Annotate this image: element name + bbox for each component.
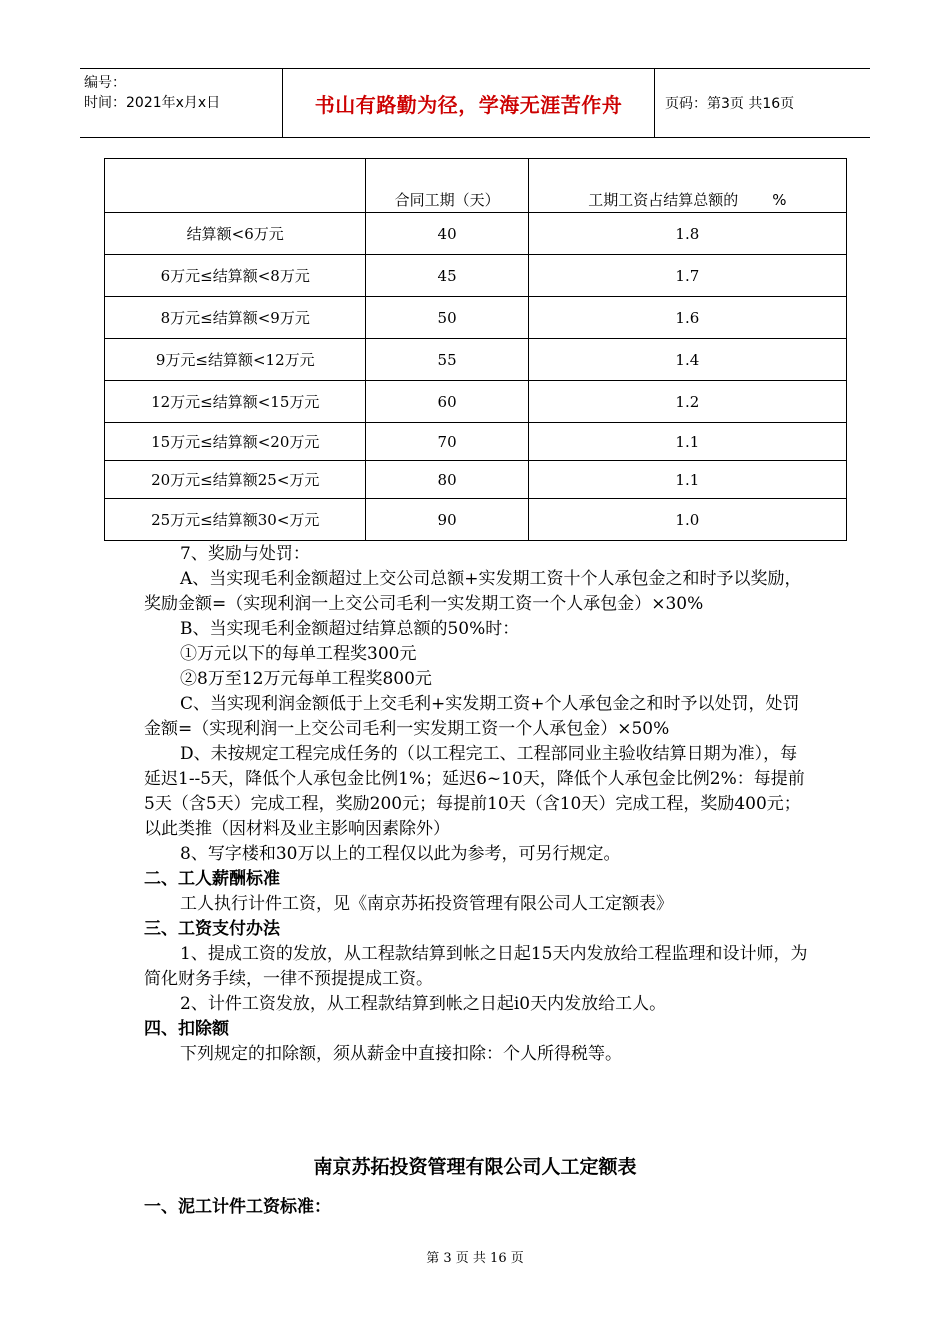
document-date: 时间：2021年x月x日 [84,95,221,111]
section-3-item-1: 1、提成工资的发放，从工程款结算到帐之日起15天内发放给工程监理和设计师，为简化财务手续，一律不预提提成工资。 [144,944,808,989]
body-text [144,542,809,1067]
quota-table-title: 南京苏拓投资管理有限公司人工定额表 [313,1156,637,1178]
days-cell: 40 [366,213,528,255]
clause-a: A、当实现毛利金额超过上交公司总额+实发期工资十个人承包金之和时予以奖励，奖励金额=（实现利润一上交公司毛利一实发期工资一个人承包金）×30% [144,569,802,614]
header-motto: 书山有路勤为径，学海无涯苦作舟 [283,69,655,137]
header-percent: % [772,191,787,209]
days-cell: 70 [366,423,528,461]
section-heading-3: 三、工资支付办法 [144,919,280,939]
days-cell: 80 [366,461,528,499]
section-3-item-2: 2、计件工资发放，从工程款结算到帐之日起i0天内发放给工人。 [180,994,667,1014]
table-row [105,297,847,339]
table-row [105,213,847,255]
page-header [80,68,870,138]
section-2-text: 工人执行计件工资，见《南京苏拓投资管理有限公司人工定额表》 [180,894,673,914]
table-row [105,461,847,499]
section-heading-4: 四、扣除额 [144,1019,229,1039]
clause-d: D、未按规定工程完成任务的（以工程完工、工程部同业主验收结算日期为准），每延迟1--5天，降低个人承包金比例1%；延迟6~10天，降低个人承包金比例2%：每提前5天（含5天）完成工程，奖励200元；每提前10天（含10天）完成工程，奖励400元；以此类推（因材料及业主影响因素除外） [144,744,805,839]
quota-subtitle: 一、泥工计件工资标准： [144,1197,331,1217]
clause-b: B、当实现毛利金额超过结算总额的50%时： [180,619,520,639]
percent-cell: 1.1 [528,423,846,461]
header-meta [80,69,283,137]
table-row [105,381,847,423]
percent-cell: 1.0 [528,499,846,541]
header-page-info: 页码：第3页 共16页 [665,96,795,112]
document-number-label: 编号： [84,75,126,91]
days-cell: 60 [366,381,528,423]
range-cell: 15万元≤结算额<20万元 [105,423,366,461]
section-4-text: 下列规定的扣除额，须从薪金中直接扣除：个人所得税等。 [180,1044,622,1064]
table-row [105,499,847,541]
section-heading-2: 二、工人薪酬标准 [144,869,280,889]
header-text: 工期工资占结算总额的 [588,191,739,209]
range-cell: 8万元≤结算额<9万元 [105,297,366,339]
table-header-cell: 合同工期（天） [366,159,528,213]
table-header-cell [528,159,846,213]
percent-cell: 1.2 [528,381,846,423]
days-cell: 45 [366,255,528,297]
days-cell: 90 [366,499,528,541]
table-header-cell [105,159,366,213]
range-cell: 9万元≤结算额<12万元 [105,339,366,381]
page-footer: 第 3 页 共 16 页 [426,1251,524,1266]
days-cell: 55 [366,339,528,381]
section-8: 8、写字楼和30万以上的工程仅以此为参考，可另行规定。 [180,844,621,864]
clause-c: C、当实现利润金额低于上交毛利+实发期工资+个人承包金之和时予以处罚，处罚金额=（实现利润一上交公司毛利一实发期工资一个人承包金）×50% [144,694,800,739]
percent-cell: 1.8 [528,213,846,255]
section-7-heading: 7、奖励与处罚： [180,544,310,564]
range-cell: 25万元≤结算额30<万元 [105,499,366,541]
range-cell: 20万元≤结算额25<万元 [105,461,366,499]
percent-cell: 1.1 [528,461,846,499]
table-row [105,423,847,461]
table-header-row [105,159,847,213]
range-cell: 12万元≤结算额<15万元 [105,381,366,423]
days-cell: 50 [366,297,528,339]
percent-cell: 1.6 [528,297,846,339]
range-cell: 6万元≤结算额<8万元 [105,255,366,297]
wage-ratio-table [104,158,847,541]
clause-b1: ①万元以下的每单工程奖300元 [180,644,417,664]
percent-cell: 1.4 [528,339,846,381]
clause-b2: ②8万至12万元每单工程奖800元 [180,669,432,689]
range-cell: 结算额<6万元 [105,213,366,255]
table-row [105,339,847,381]
table-row [105,255,847,297]
percent-cell: 1.7 [528,255,846,297]
